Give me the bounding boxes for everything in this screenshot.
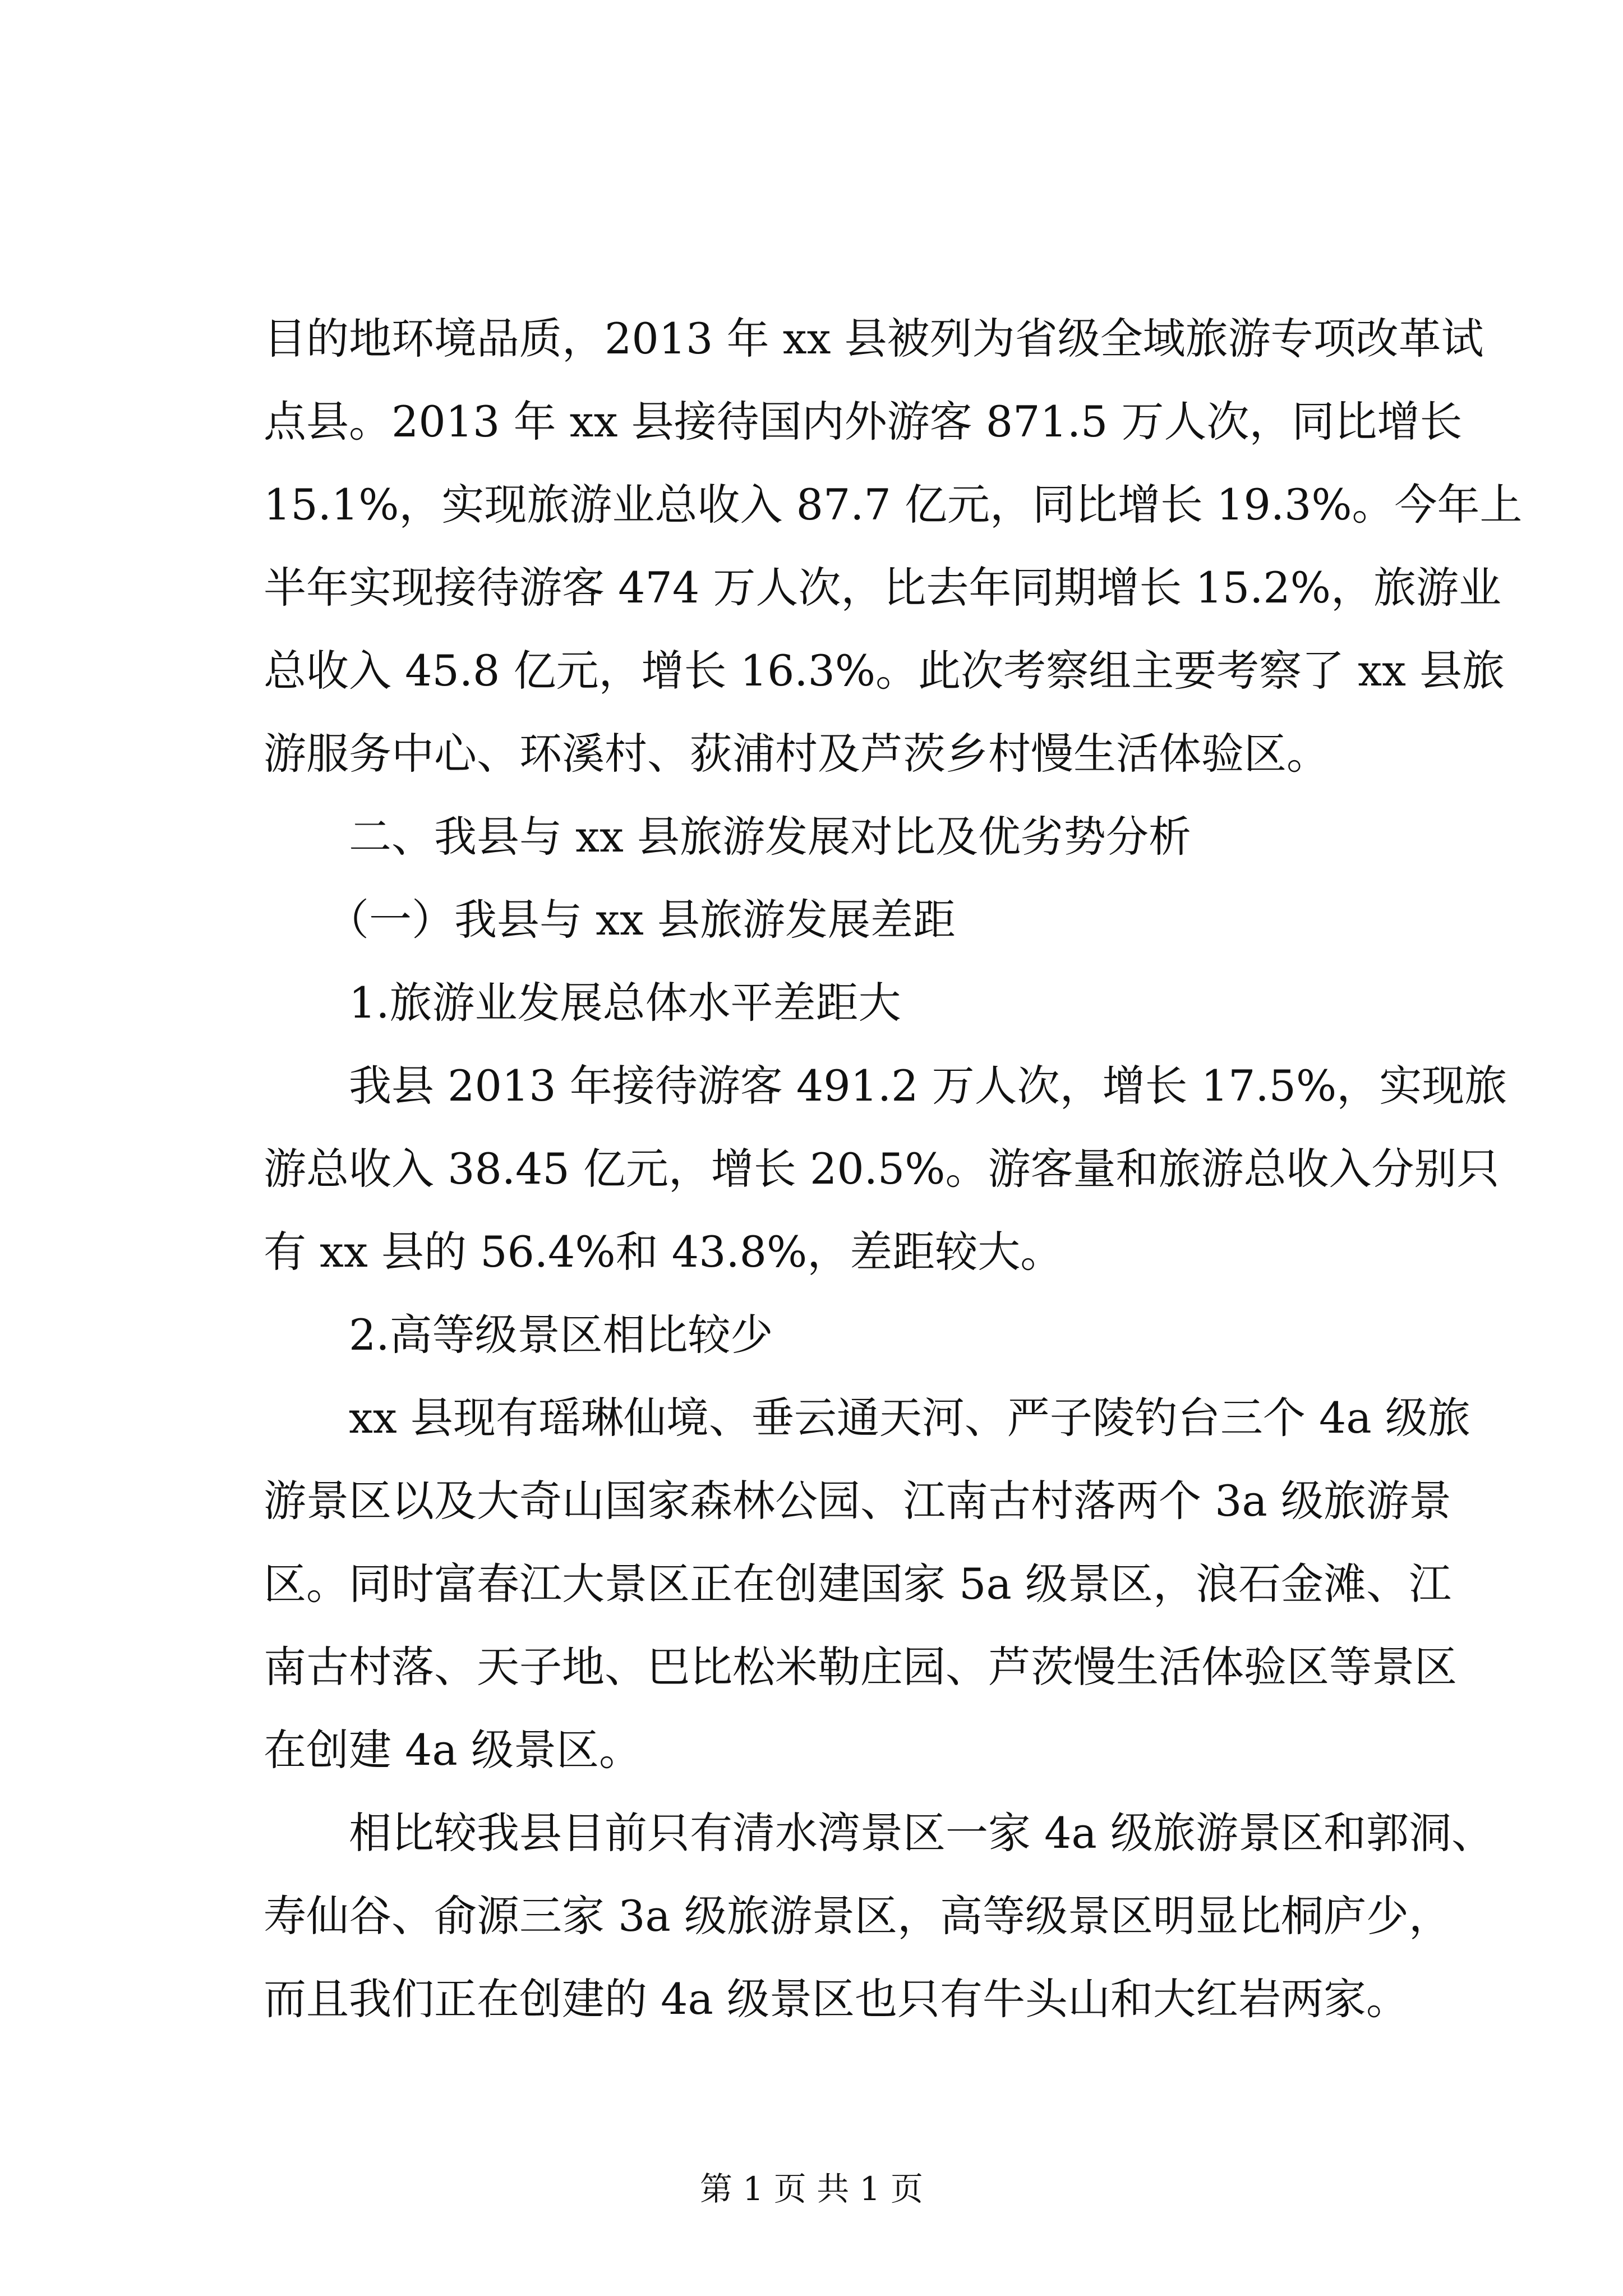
body-line: 区。同时富春江大景区正在创建国家 5a 级景区，浪石金滩、江 bbox=[264, 1559, 1451, 1609]
body-line: 总收入 45.8 亿元，增长 16.3%。此次考察组主要考察了 xx 县旅 bbox=[264, 646, 1505, 696]
item-heading: 1.旅游业发展总体水平差距大 bbox=[349, 978, 901, 1028]
subsection-heading: （一）我县与 xx 县旅游发展差距 bbox=[326, 895, 956, 945]
body-line: 寿仙谷、俞源三家 3a 级旅游景区，高等级景区明显比桐庐少， bbox=[264, 1891, 1451, 1941]
body-line: 我县 2013 年接待游客 491.2 万人次，增长 17.5%，实现旅 bbox=[349, 1061, 1507, 1111]
item-heading: 2.高等级景区相比较少 bbox=[349, 1310, 773, 1360]
body-line: 在创建 4a 级景区。 bbox=[264, 1725, 642, 1775]
body-line: 游景区以及大奇山国家森林公园、江南古村落两个 3a 级旅游景 bbox=[264, 1476, 1451, 1526]
body-line: 南古村落、天子地、巴比松米勒庄园、芦茨慢生活体验区等景区 bbox=[264, 1642, 1457, 1692]
body-line: 目的地环境品质，2013 年 xx 县被列为省级全域旅游专项改革试 bbox=[264, 314, 1484, 364]
section-heading: 二、我县与 xx 县旅游发展对比及优劣势分析 bbox=[349, 812, 1192, 862]
body-line: 有 xx 县的 56.4%和 43.8%，差距较大。 bbox=[264, 1227, 1063, 1277]
body-line: 15.1%，实现旅游业总收入 87.7 亿元，同比增长 19.3%。今年上 bbox=[264, 480, 1523, 530]
body-line: xx 县现有瑶琳仙境、垂云通天河、严子陵钓台三个 4a 级旅 bbox=[349, 1393, 1470, 1443]
body-line: 而且我们正在创建的 4a 级景区也只有牛头山和大红岩两家。 bbox=[264, 1974, 1409, 2024]
body-line: 游服务中心、环溪村、荻浦村及芦茨乡村慢生活体验区。 bbox=[264, 729, 1329, 779]
page-footer: 第 1 页 共 1 页 bbox=[700, 2170, 923, 2208]
body-line: 半年实现接待游客 474 万人次，比去年同期增长 15.2%，旅游业 bbox=[264, 563, 1501, 613]
document-body bbox=[264, 297, 1523, 2041]
body-line: 相比较我县目前只有清水湾景区一家 4a 级旅游景区和郭洞、 bbox=[349, 1808, 1494, 1858]
body-line: 游总收入 38.45 亿元，增长 20.5%。游客量和旅游总收入分别只 bbox=[264, 1144, 1500, 1194]
body-line: 点县。2013 年 xx 县接待国内外游客 871.5 万人次，同比增长 bbox=[264, 397, 1463, 447]
